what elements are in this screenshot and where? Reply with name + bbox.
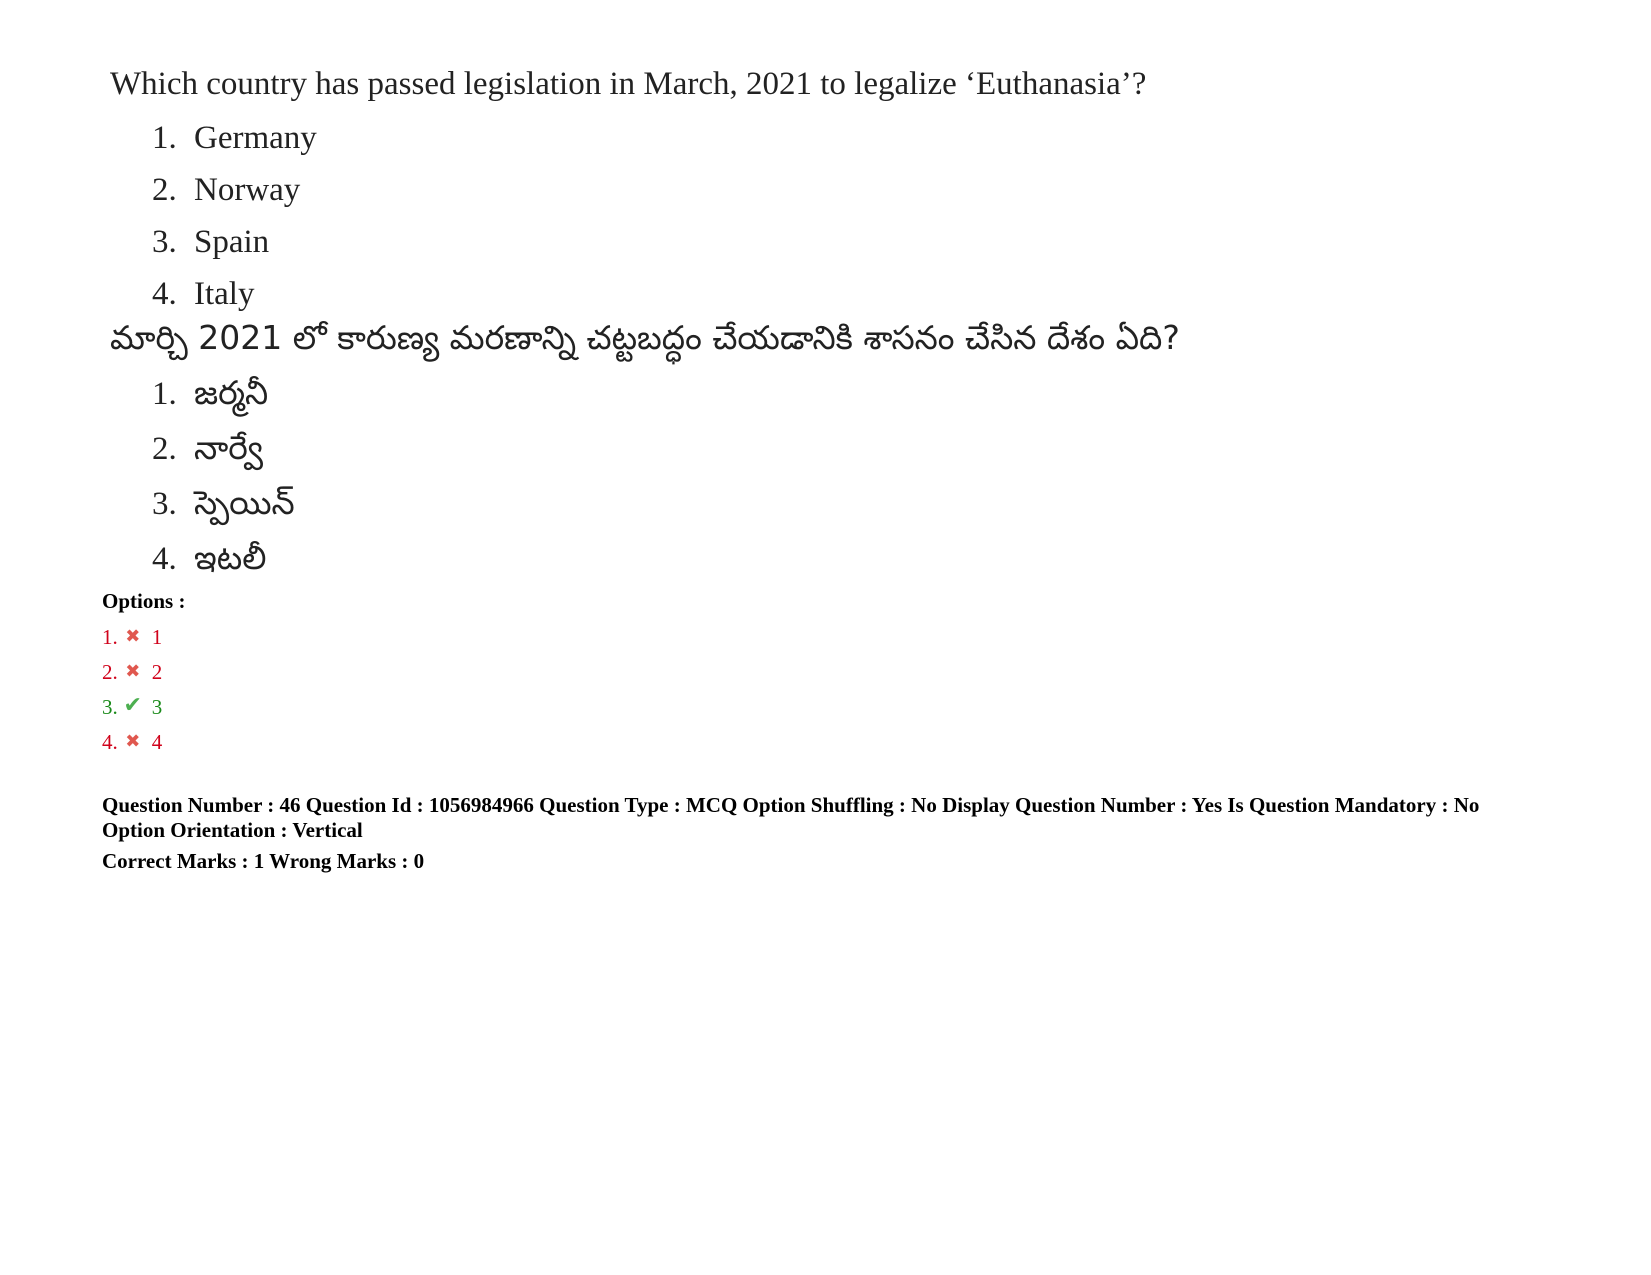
metadata-line-2: Option Orientation : Vertical — [102, 818, 363, 842]
telugu-option-1 — [152, 366, 1180, 421]
english-option-list — [152, 112, 1146, 320]
option-label: Spain — [194, 224, 270, 260]
question-text-telugu: మార్చి 2021 లో కారుణ్య మరణాన్ని చట్టబద్ధం చేయడానికి శాసనం చేసిన దేశం ఏది? — [110, 318, 1180, 357]
telugu-option-list — [152, 366, 1180, 586]
cross-icon: ✖ — [125, 730, 141, 752]
telugu-option-2 — [152, 421, 1180, 476]
option-label: Norway — [194, 172, 301, 208]
telugu-question-block — [110, 316, 1180, 586]
option-number: 1. — [152, 120, 177, 156]
options-heading: Options : — [102, 589, 186, 613]
english-option-4 — [152, 268, 1146, 320]
english-option-2 — [152, 164, 1146, 216]
answer-value: 2 — [151, 659, 163, 684]
option-number: 2. — [152, 431, 177, 467]
option-number: 3. — [152, 224, 177, 260]
telugu-option-3 — [152, 476, 1180, 531]
english-question-block — [110, 62, 1146, 320]
answer-number: 1. — [102, 625, 118, 649]
check-icon: ✔ — [123, 693, 142, 718]
english-option-1 — [152, 112, 1146, 164]
metadata-line-1: Question Number : 46 Question Id : 1056984966 Question Type : MCQ Option Shuffling : No Display Question Number : Yes Is Question Mandatory : No — [102, 793, 1480, 817]
option-label: Italy — [194, 276, 255, 312]
english-option-3 — [152, 216, 1146, 268]
answer-number: 4. — [102, 729, 118, 754]
answer-value: 4 — [151, 729, 163, 754]
answer-key-list — [102, 620, 162, 759]
question-text-english: Which country has passed legislation in March, 2021 to legalize ‘Euthanasia’? — [110, 66, 1147, 102]
option-number: 4. — [152, 276, 177, 312]
answer-option-3 — [102, 689, 162, 725]
option-number: 4. — [152, 541, 177, 577]
option-label: ఇటలీ — [194, 538, 267, 577]
option-number: 3. — [152, 486, 177, 522]
option-label: Germany — [194, 120, 317, 156]
question-metadata — [102, 793, 1582, 843]
marks-info: Correct Marks : 1 Wrong Marks : 0 — [102, 849, 425, 873]
cross-icon: ✖ — [125, 626, 141, 647]
option-label: నార్వే — [194, 428, 263, 467]
option-label: స్పెయిన్ — [194, 483, 295, 522]
option-number: 2. — [152, 172, 177, 208]
answer-option-2 — [102, 655, 162, 690]
answer-number: 2. — [102, 659, 118, 684]
answer-value: 1 — [151, 625, 163, 649]
option-label: జర్మనీ — [194, 373, 269, 412]
cross-icon: ✖ — [125, 660, 141, 682]
option-number: 1. — [152, 376, 177, 412]
answer-option-1 — [102, 620, 162, 655]
answer-number: 3. — [102, 695, 118, 719]
answer-value: 3 — [151, 695, 163, 719]
answer-option-4 — [102, 725, 162, 760]
telugu-option-4 — [152, 531, 1180, 586]
